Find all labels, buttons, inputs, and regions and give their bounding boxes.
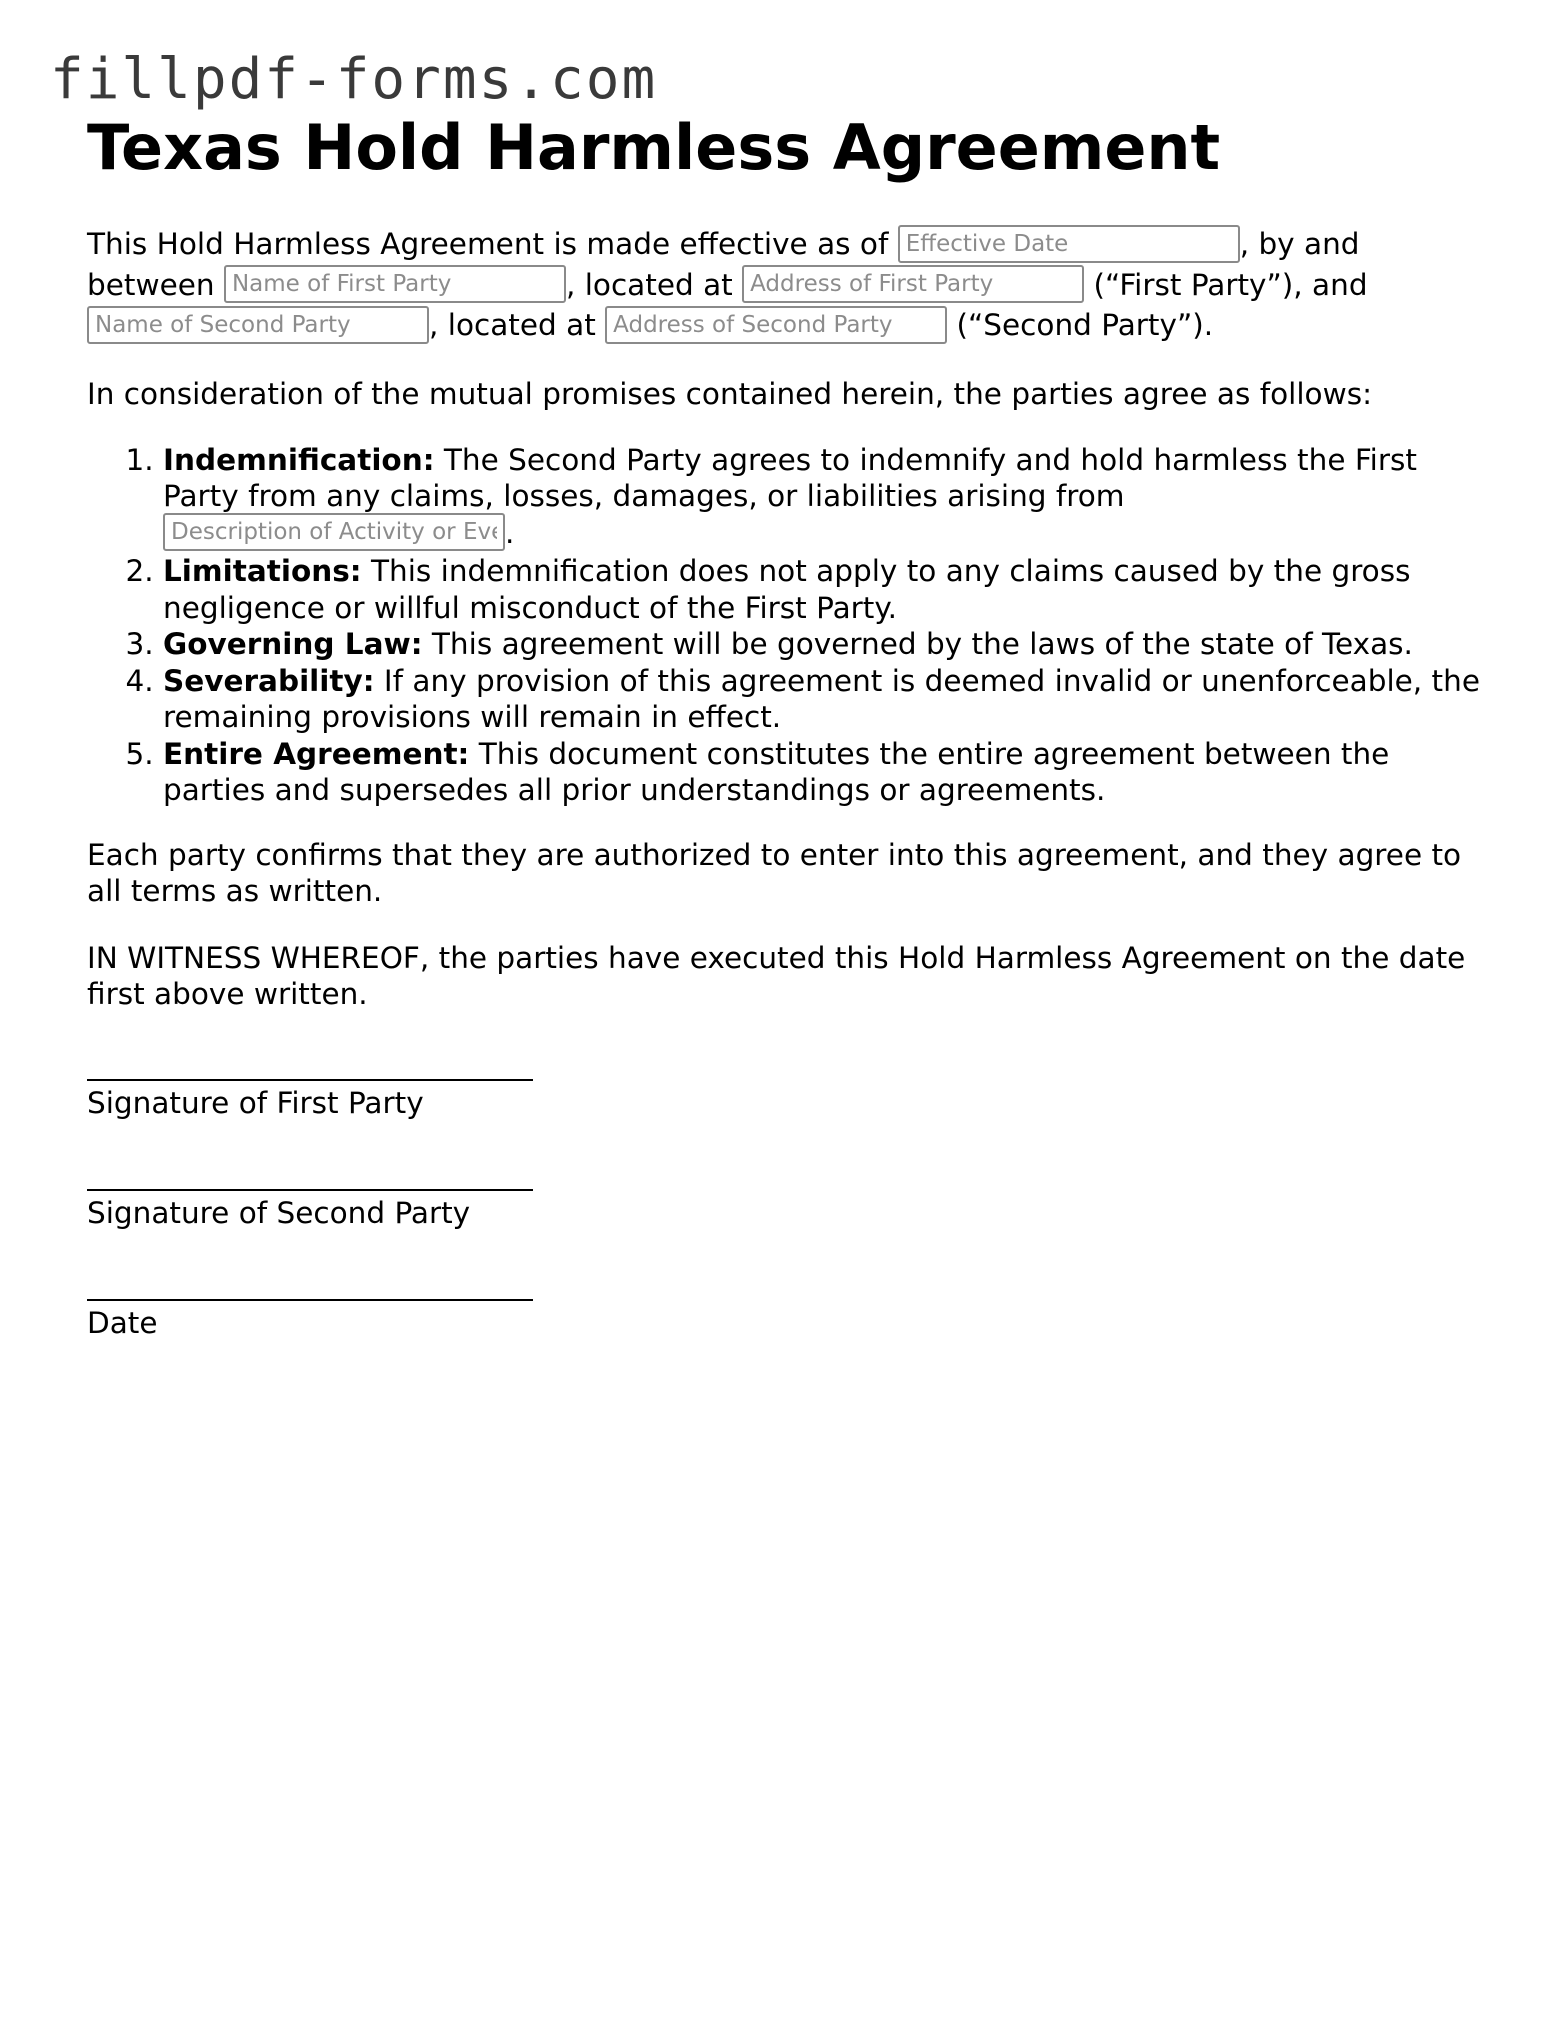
signature-label: Signature of Second Party: [87, 1195, 471, 1230]
term-item-severability: [163, 663, 1487, 736]
first-party-address-input[interactable]: [742, 265, 1084, 303]
term-field-line: [163, 515, 1487, 554]
term-text-end: .: [505, 515, 515, 550]
second-party-name-input[interactable]: [87, 306, 429, 344]
first-party-name-input[interactable]: [224, 265, 566, 303]
intro-paragraph: [87, 224, 1487, 346]
page-title: Texas Hold Harmless Agreement: [87, 111, 1221, 184]
term-item-limitations: [163, 553, 1487, 626]
term-heading: Governing Law:: [163, 627, 423, 661]
second-party-address-input[interactable]: [605, 306, 947, 344]
date-signature: [87, 1267, 1487, 1343]
witness-paragraph: IN WITNESS WHEREOF, the parties have executed this Hold Harmless Agreement on the date first above written.: [87, 940, 1466, 1011]
term-text: This agreement will be governed by the laws of the state of Texas.: [422, 627, 1413, 661]
second-party-signature: [87, 1157, 1487, 1233]
signature-label: Signature of First Party: [87, 1085, 424, 1120]
term-heading: Severability:: [163, 663, 375, 698]
term-item-entire-agreement: [163, 736, 1487, 809]
term-text: This document constitutes the entire agreement between the parties and supersedes all prior understandings or agreements.: [163, 736, 1390, 807]
term-heading: Entire Agreement:: [163, 736, 470, 771]
intro-text-1: This Hold Harmless Agreement is made effective as of: [87, 227, 898, 261]
signature-line[interactable]: [87, 1047, 533, 1081]
term-item-governing-law: [163, 626, 1487, 663]
intro-text-2: , by and between: [87, 227, 1360, 302]
watermark: fillpdf-forms.com: [50, 47, 658, 112]
document-page: [87, 112, 1487, 1377]
intro-text-5: , located at: [429, 308, 606, 342]
term-heading: Limitations:: [163, 554, 362, 588]
closing-paragraph: Each party confirms that they are authorized to enter into this agreement, and they agree to all terms as written.: [87, 837, 1462, 908]
term-text: If any provision of this agreement is deemed invalid or unenforceable, the remaining provisions will remain in effect.: [163, 663, 1480, 734]
terms-list: [87, 442, 1487, 809]
intro-text-3: , located at: [565, 267, 743, 302]
consideration-paragraph: In consideration of the mutual promises contained herein, the parties agree as follows:: [87, 376, 1373, 411]
signature-block: [87, 1047, 1487, 1343]
term-heading: Indemnification:: [163, 442, 435, 477]
intro-text-4: (“First Party”), and: [1084, 267, 1368, 302]
term-text: The Second Party agrees to indemnify and hold harmless the First Party from any claims, losses, damages, or liabilities arising from: [163, 442, 1417, 513]
effective-date-input[interactable]: [898, 225, 1240, 263]
intro-text-6: (“Second Party”).: [947, 308, 1214, 342]
signature-line[interactable]: [87, 1157, 533, 1191]
first-party-signature: [87, 1047, 1487, 1123]
term-item-indemnification: [163, 442, 1487, 554]
activity-description-input[interactable]: [163, 513, 505, 551]
date-label: Date: [87, 1305, 158, 1340]
term-text: This indemnification does not apply to any claims caused by the gross negligence or willful misconduct of the First Party.: [163, 554, 1411, 625]
date-line[interactable]: [87, 1267, 533, 1301]
